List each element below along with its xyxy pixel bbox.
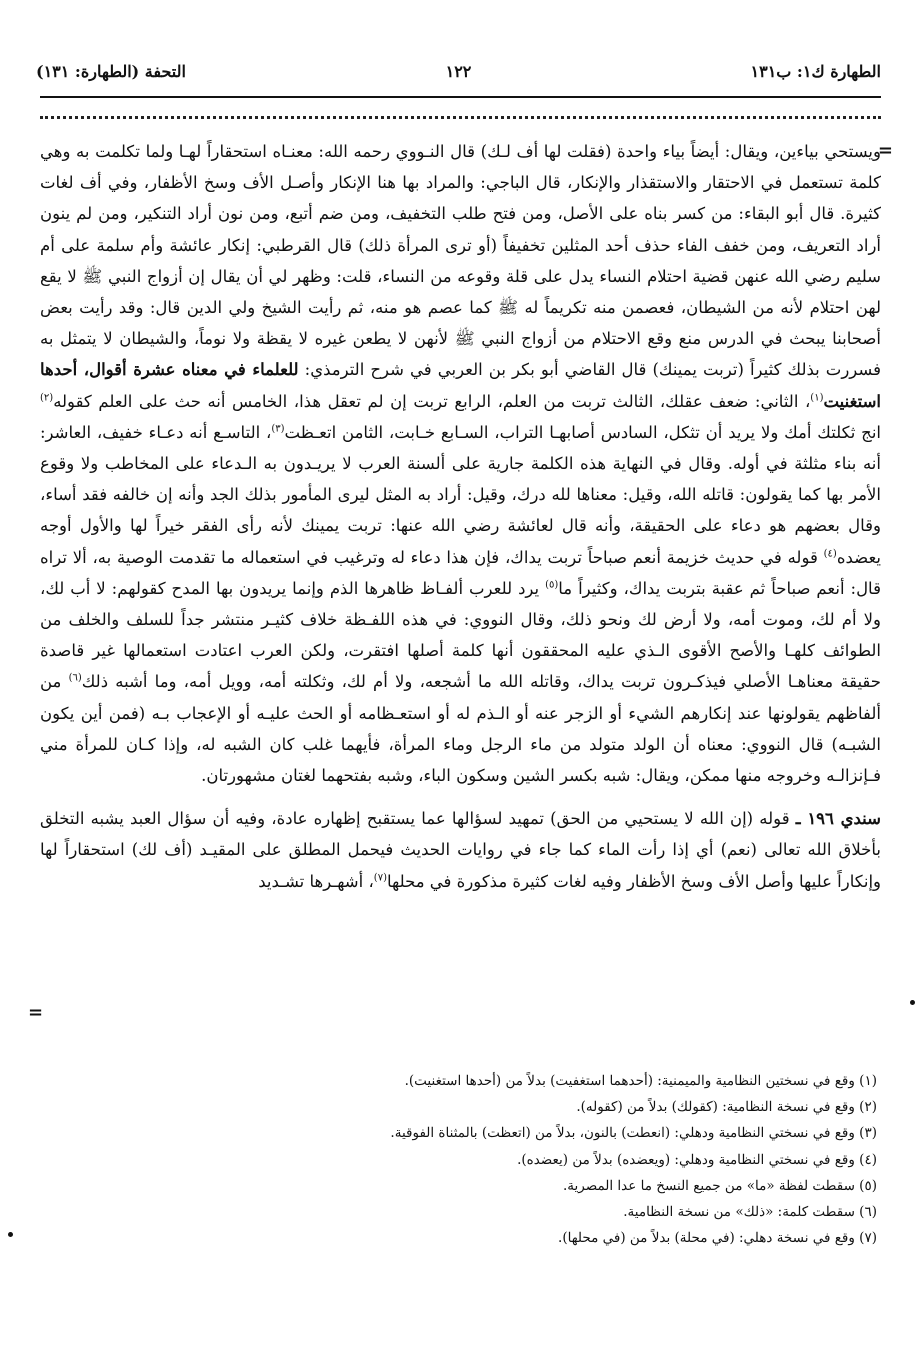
footnote: (٣) وقع في نسختي النظامية ودهلي: (انعطت) بالنون، بدلاً من (اتعظت) بالمثناة الفوقية. — [390, 1125, 877, 1142]
footnote: (٤) وقع في نسختي النظامية ودهلي: (ويعضده) بدلاً من (يعضده). — [517, 1151, 877, 1168]
running-header — [36, 62, 881, 88]
footnote-ref[interactable]: (٣) — [271, 423, 285, 435]
footnote: (٧) وقع في نسخة دهلي: (في محلة) بدلاً من (في محلها). — [558, 1230, 877, 1247]
footnotes — [40, 1068, 877, 1251]
continuation-mark-top: = — [877, 140, 893, 161]
footnote-ref[interactable]: (٤) — [823, 548, 837, 560]
sindi-label: سندي ١٩٦ ـ — [795, 809, 881, 829]
continuation-mark-bottom: = — [28, 1002, 44, 1023]
footnote: (٥) سقطت لفظة «ما» من جميع النسخ ما عدا المصرية. — [563, 1177, 877, 1194]
header-rule — [40, 96, 881, 98]
footnote-ref[interactable]: (٧) — [373, 872, 387, 884]
dotted-separator — [40, 116, 881, 119]
footnote-ref[interactable]: (٥) — [545, 579, 559, 591]
page-number: ١٢٢ — [445, 62, 472, 81]
footnote-ref[interactable]: (٢) — [40, 392, 54, 404]
header-chapter-ref: الطهارة ك١: ب١٣١ — [750, 62, 881, 81]
margin-dot — [910, 1000, 915, 1005]
commentary-paragraph: ويستحي بياءين، ويقال: أيضاً بياء واحدة (فقلت لها أف لـك) قال النـووي رحمه الله: معنـاه استحقاراً لهـا ولما تكلمت به وهي كلمة تستعمل في الاحتقار والاستقذار والإنكار، قال الباجي: والمراد بها هنا الإنكار وأصـل الأف وسخ الأظفار، وفي أف لغات كثيرة. قال أبو البقاء: من كسر بناه على الأصل، ومن فتح طلب التخفيف، ومن ضم أتبع، ومن نون أراد التنكير، ومن لم ينون أراد التعريف، ومن خفف الفاء حذف أحد المثلين تخفيفاً (أو ترى المرأة ذلك) قال القرطبي: إنكار عائشة وأم سلمة على أم سليم رضي الله عنهن قضية احتلام النساء يدل على قلة وقوعه من النساء، قلت: وظهر لي أن يقال إن أزواج النبي ﷺ لا يقع لهن احتلام لأنه من الشيطان، فعصمن منه تكريماً له ﷺ كما عصم هو منه، ثم رأيت الشيخ ولي الدين قال: وقد رأيت بعض أصحابنا يبحث في الدرس منع وقع الاحتلام من أزواج النبي ﷺ لأنهن لا يطعن غيره لا يقظة ولا نوماً، والشيطان لا يتمثل به فسررت بذلك كثيراً (تربت يمينك) قال القاضي أبو بكر بن العربي في شرح الترمذي: للعلماء في معناه عشرة أقوال، أحدها استغنيت$^{(١)}$، الثاني: ضعف عقلك، الثالث تربت من العلم، الرابع تربت إن لم تعقل هذا، الخامس أنه حث على العلم كقوله$^{(٢)}$ انج ثكلتك أمك ولا يريد أن تثكل، السادس أصابهـا التراب، السـابع خـابت، الثامن اتعـظت$^{(٣)}$، التاسـع أنه دعـاء خفيف، العاشر: أنه بناء مثلثة في أوله. وقال في النهاية هذه الكلمة جارية على ألسنة العرب لا يريـدون به الـدعاء على المخاطب ولا وقوع الأمر بها كما يقولون: قاتله الله، وقيل: معناها لله درك، وقيل: أراد به المثل ليرى المأمور بذلك الجد وأنه إن خالفه فقد أساء، وقال بعضهم هو دعاء على الحقيقة، وأنه قال لعائشة رضي الله عنها: تربت يمينك لأنه رأى الفقر خيراً لها والأول أوجه يعضده$^{(٤)}$ قوله في حديث خزيمة أنعم صباحاً تربت يداك، فإن هذا دعاء له وترغيب في استعماله ما تقدمت الوصية به، ألا تراه قال: أنعم صباحاً ثم عقبة بتربت يداك، وكثيراً ما$^{(٥)}$ يرد للعرب ألفـاظ ظاهرها الذم وإنما يريدون بها المدح كقولهم: لا أب لك، ولا أم لك، وموت أمه، ولا أرض لك ونحو ذلك، وقال النووي: في هذه اللفـظة خلاف كثيـر منتشر جداً للسلف والخلف من الطوائف كلهـا والأصح الأقوى الـذي عليه المحققون أنها كلمة أصلها افتقرت، ولكن العرب اعتادت استعمالها غير قاصدة حقيقة معناهـا الأصلي فيذكـرون تربت يداك، وقاتله الله ما أشجعه، ولا أم لك، وثكلته أمه، وويل أمه، وما أشبه ذلك$^{(٦)}$ من ألفاظهم يقولونها عند إنكارهم الشيء أو الزجر عنه أو الـذم له أو استعـظامه أو الحث عليـه أو الإعجاب بـه (فمن أين يكون الشبـه) قال النووي: معناه أن الولد متولد من ماء الرجل وماء المرأة، فأيهما غلب كان الشبه له، وإذا كـان للمرأة مني فـإنزالـه وخروجه منها ممكن، ويقال: شبه بكسر الشين وسكون الباء، وشبه بفتحهما لغتان مشهورتان. — [40, 142, 882, 786]
commentary-body — [40, 136, 881, 897]
margin-dot — [8, 1232, 13, 1237]
header-book-ref: التحفة (الطهارة: ١٣١) — [36, 62, 186, 81]
footnote: (١) وقع في نسختين النظامية والميمنية: (أحدهما استغفيت) بدلاً من (أحدها استغنيت). — [404, 1073, 877, 1089]
footnote: (٦) سقطت كلمة: «ذلك» من نسخة النظامية. — [623, 1204, 877, 1221]
bold-phrase: للعلماء في معناه عشرة أقوال، — [83, 360, 299, 380]
footnote-ref[interactable]: (٦) — [68, 672, 82, 684]
footnote: (٢) وقع في نسخة النظامية: (كقولك) بدلاً من (كقوله). — [576, 1099, 877, 1116]
footnote-ref[interactable]: (١) — [810, 392, 824, 404]
sindi-paragraph: سندي ١٩٦ ـ قوله (إن الله لا يستحيي من الحق) تمهيد لسؤالها عما يستقبح إظهاره عادة، وفيه أن سؤال العبد يشبه التخلق بأخلاق الله تعالى (نعم) أي إذا رأت الماء كما جاء في روايات الحديث فيحمل المطلق على المقيـد (أف لك) استحقاراً لها وإنكاراً عليها وأصل الأف وسخ الأظفار وفيه لغات كثيرة مذكورة في محلها$^{(٧)}$، أشهـرها تشـديد — [40, 809, 881, 891]
